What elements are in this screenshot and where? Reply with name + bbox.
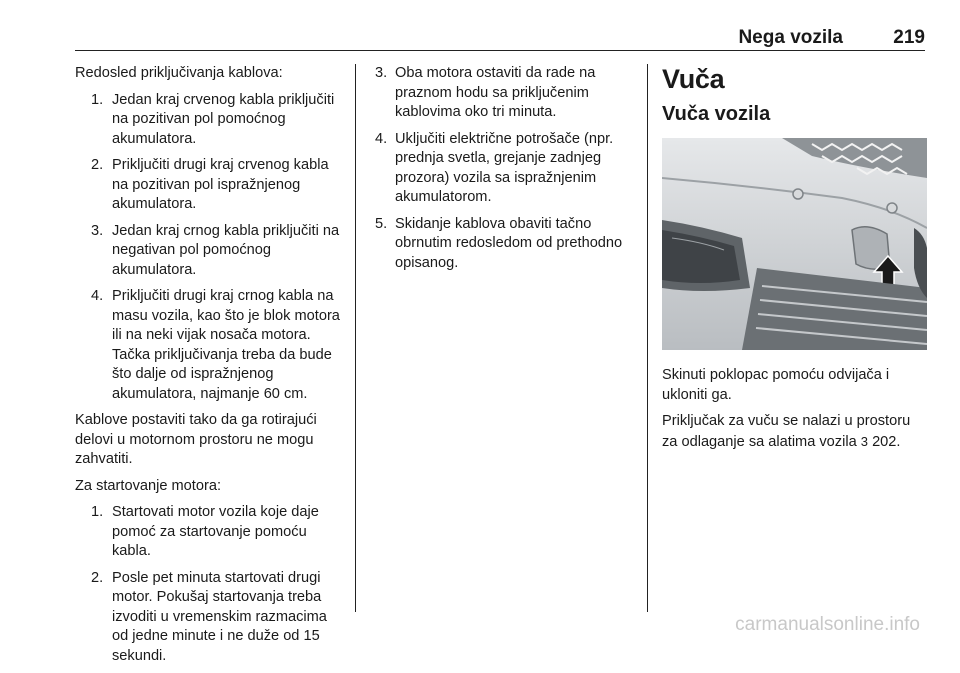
list-item: 2. Posle pet minuta startovati drugi motor. Pokušaj startovanja treba izvoditi u vremenskim razmacima od jedne minute i ne duže od 15 sekundi.	[91, 569, 327, 664]
section-title: Nega vozila	[738, 27, 843, 48]
list-item: 1. Startovati motor vozila koje daje pomoć za startovanje pomoću kabla.	[91, 504, 319, 559]
intro-text: Redosled priključivanja kablova:	[75, 65, 283, 81]
cable-placement-text: Kablove postaviti tako da ga rotirajući delovi u motornom prostoru ne mogu zahvatiti.	[75, 412, 317, 467]
list-item: 1. Jedan kraj crvenog kabla priključiti na pozitivan pol pomoćnog akumulatora.	[91, 91, 335, 147]
list-item: 4. Priključiti drugi kraj crnog kabla na masu vozila, kao što je blok motora ili na neki vijak nosača motora. Tačka priključivanja treba da bude što dalje od ispražnjenog akumulatora, najmanje 60 cm.	[91, 288, 340, 402]
column-2	[371, 64, 641, 280]
towing-eye-cover-illustration	[662, 138, 927, 350]
column-divider-2	[647, 64, 648, 612]
page-header	[75, 0, 925, 51]
page-reference[interactable]: 202.	[872, 433, 901, 450]
page-number: 219	[893, 27, 925, 48]
page-reference-icon: 3	[860, 433, 868, 449]
column-1	[75, 64, 345, 673]
list-item: 3. Oba motora ostaviti da rade na praznom hodu sa priključenim kablovima oko tri minuta.	[375, 65, 596, 120]
list-item: 3. Jedan kraj crnog kabla priključiti na negativan pol pomoćnog akumulatora.	[91, 222, 340, 278]
column-3	[662, 64, 927, 459]
continued-steps-list	[371, 64, 641, 273]
list-item: 5. Skidanje kablova obaviti tačno obrnutim redosledom od prethodno opisanog.	[375, 215, 623, 271]
cable-order-list	[75, 91, 345, 405]
column-divider-1	[355, 64, 356, 612]
towing-eye-location-text: Priključak za vuču se nalazi u prostoru za odlaganje sa alatima vozila 3 202.	[662, 413, 911, 450]
start-engine-intro: Za startovanje motora:	[75, 477, 222, 494]
list-item: 4. Uključiti električne potrošače (npr. prednja svetla, grejanje zadnjeg prozora) vozila sa ispražnjenim akumulatorom.	[375, 130, 614, 205]
watermark: carmanualsonline.info	[735, 614, 920, 635]
subsection-heading: Vuča vozila	[662, 103, 771, 125]
remove-cover-text: Skinuti poklopac pomoću odvijača i ukloniti ga.	[662, 367, 890, 403]
section-heading: Vuča	[662, 64, 725, 94]
list-item: 2. Priključiti drugi kraj crvenog kabla na pozitivan pol ispražnjenog akumulatora.	[91, 157, 329, 212]
